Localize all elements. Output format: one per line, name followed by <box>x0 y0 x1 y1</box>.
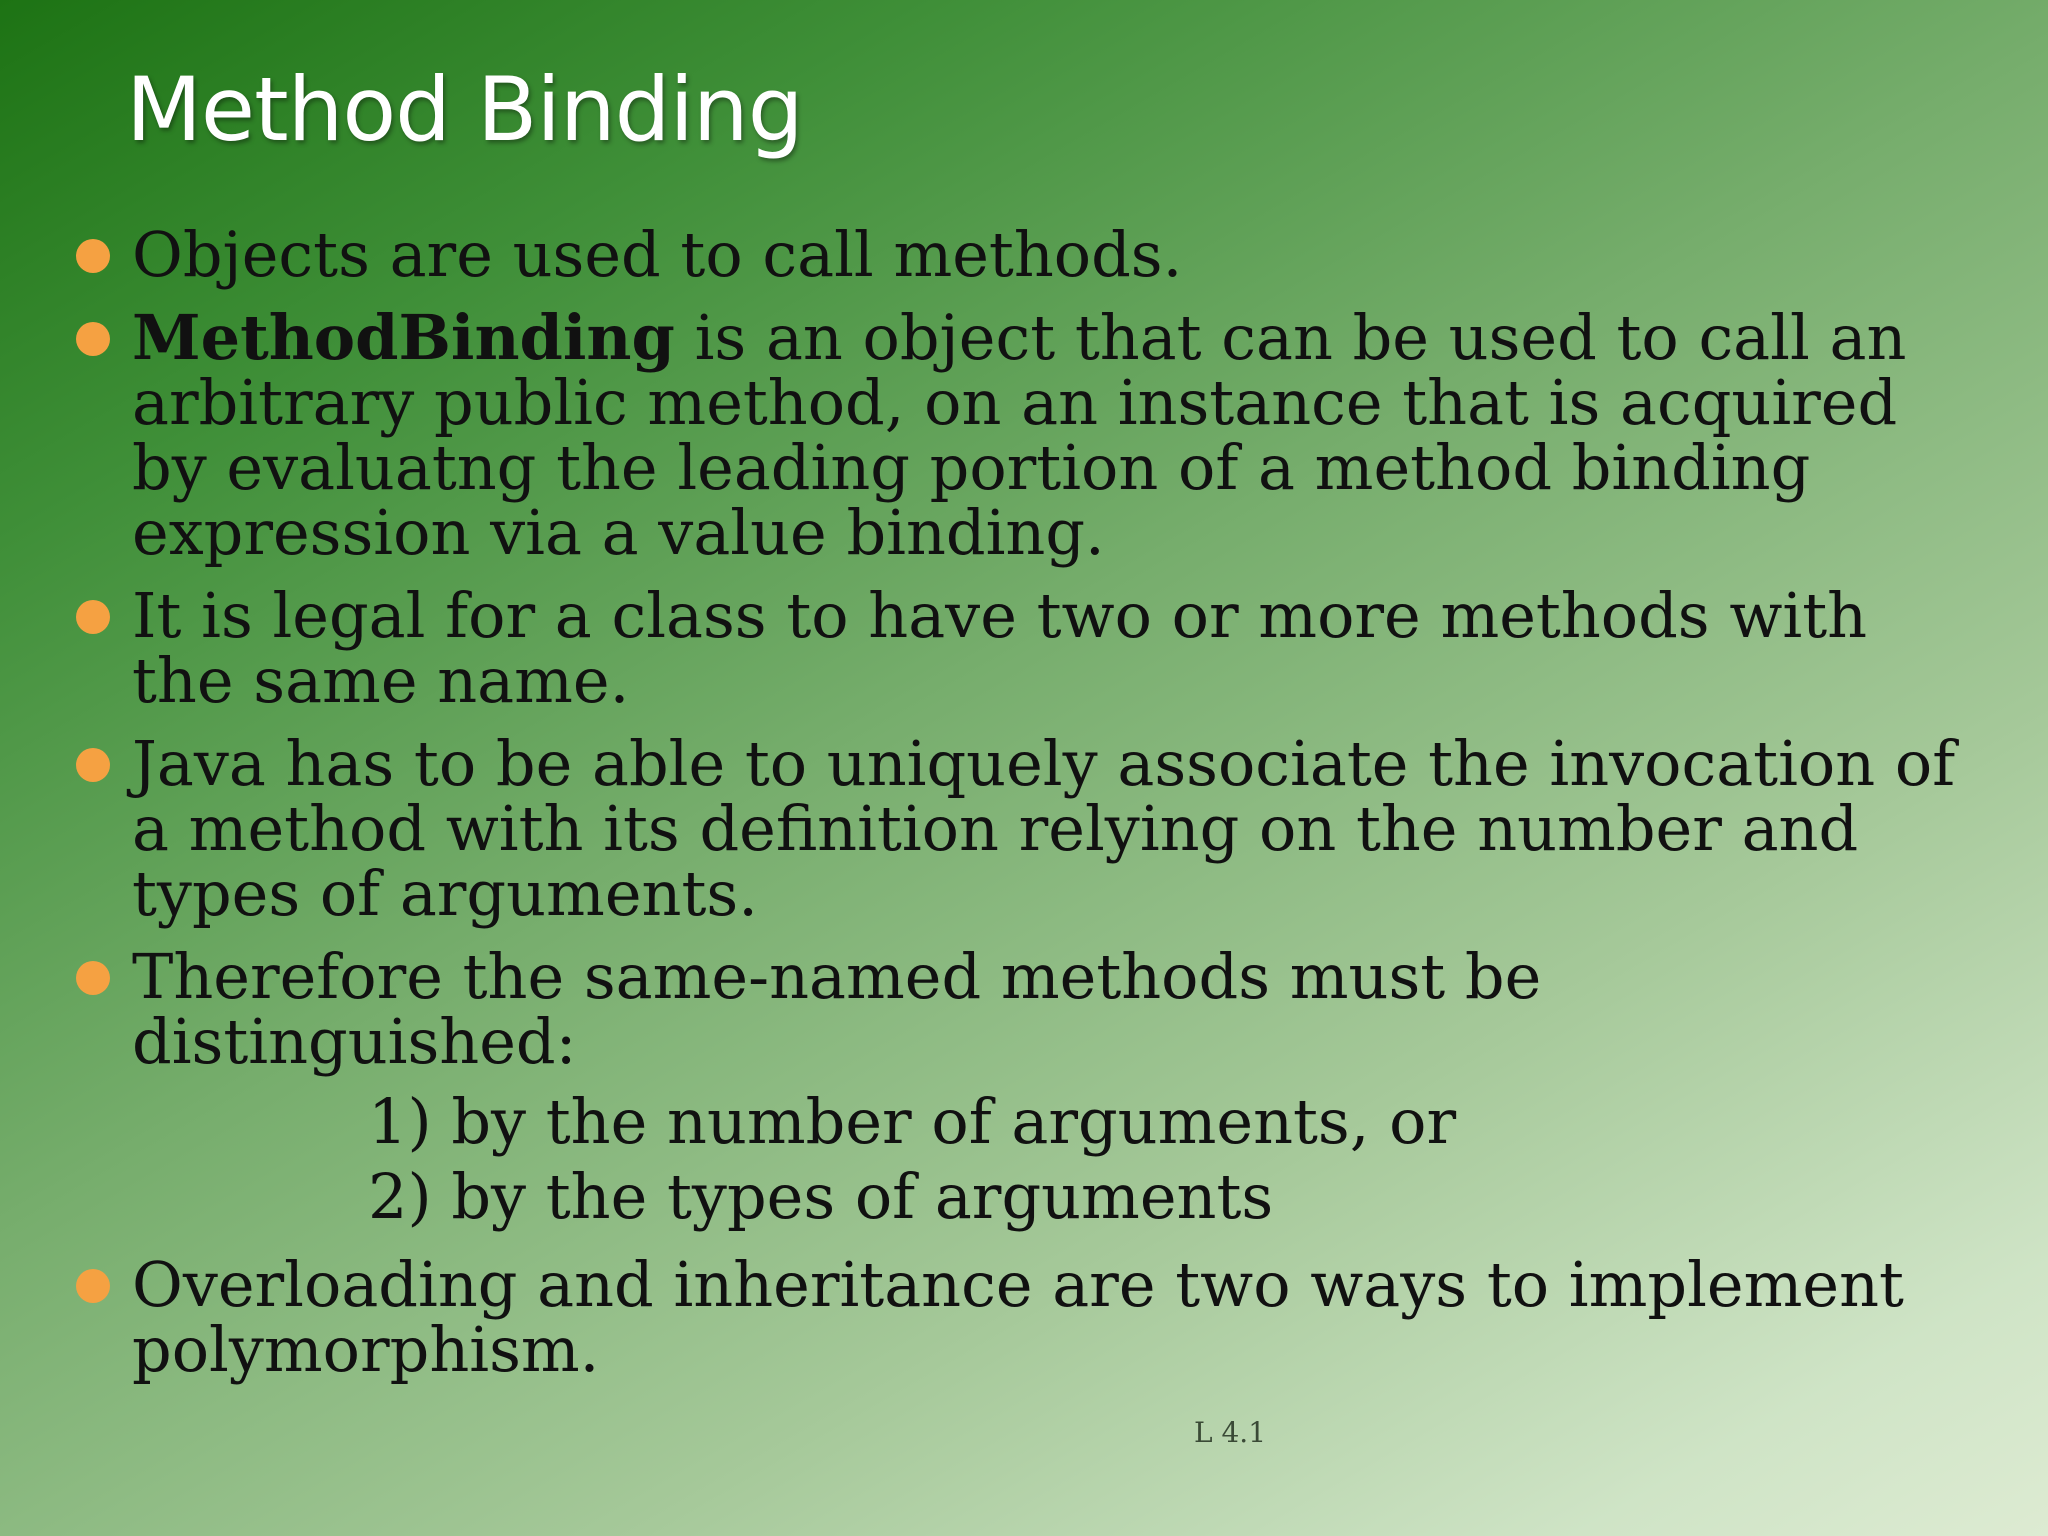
bullet-text: Java has to be able to uniquely associate the invocation of a method with its definition relying on the number and types of arguments. <box>132 727 1956 930</box>
bullet-dot-icon <box>76 961 110 995</box>
bullet-dot-icon <box>76 748 110 782</box>
bullet-item <box>0 218 2048 291</box>
bullet-list <box>0 218 2048 1400</box>
bullet-item <box>0 301 2048 569</box>
bullet-text: Overloading and inheritance are two ways to implement polymorphism. <box>132 1248 1904 1386</box>
slide-title: Method Binding <box>126 58 803 161</box>
bullet-item <box>0 727 2048 930</box>
bullet-item <box>0 1248 2048 1386</box>
slide-number: L 4.1 <box>1194 1416 1267 1449</box>
bullet-text: is an object that can be used to call an arbitrary public method, on an instance that is acquired by evaluatng the leading portion of a method binding expression via a value binding. <box>132 301 1907 569</box>
bullet-text: Objects are used to call methods. <box>132 218 1183 291</box>
bullet-text: It is legal for a class to have two or more methods with the same name. <box>132 579 1868 717</box>
bullet-text: Therefore the same-named methods must be distinguished: <box>132 940 1542 1078</box>
bullet-item <box>0 940 2048 1234</box>
bullet-item <box>0 579 2048 717</box>
sub-item: 1) by the number of arguments, or <box>368 1085 1457 1158</box>
bullet-dot-icon <box>76 600 110 634</box>
bullet-term: MethodBinding <box>132 301 675 374</box>
bullet-dot-icon <box>76 1269 110 1303</box>
bullet-dot-icon <box>76 239 110 273</box>
sub-item-list <box>132 1084 1978 1234</box>
bullet-dot-icon <box>76 322 110 356</box>
sub-item: 2) by the types of arguments <box>368 1160 1274 1233</box>
